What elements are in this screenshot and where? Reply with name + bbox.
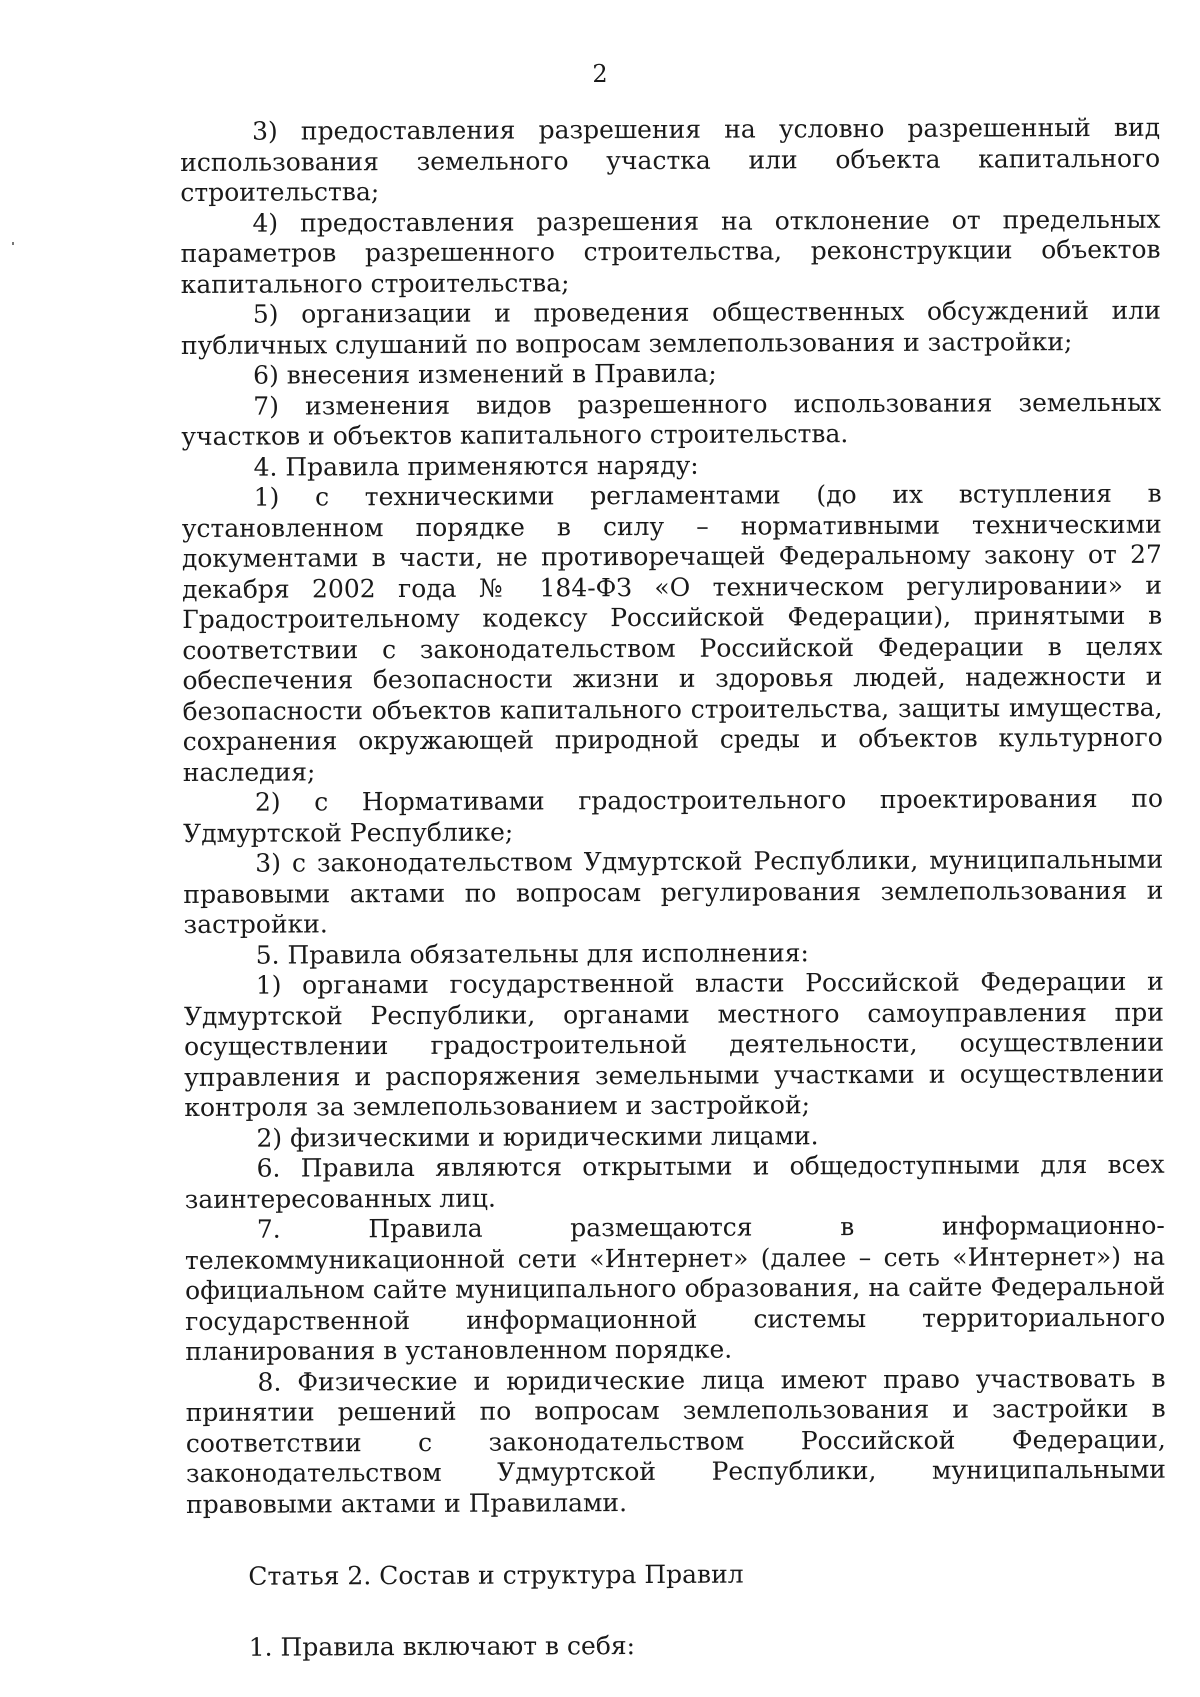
paragraph-clause-4-item-1: 1) с техническими регламентами (до их вступления в установленном порядке в силу – нормативными техническими документами в части, не противоречащей Федеральному закону от 27 декабря 2002 года № 184-ФЗ «О техническом регулировании» и Градостроительному кодексу Российской Федерации), принятыми в соответствии с законодательством Российской Федерации в целях обеспечения безопасности жизни и здоровья людей, надежности и безопасности объектов капитального строительства, защиты имущества, сохранения окружающей природной среды и объектов культурного наследия;: [181, 478, 1163, 787]
paragraph-clause-5-item-2: 2) физическими и юридическими лицами.: [256, 1120, 819, 1153]
paragraph-clause-4-item-3: 3) с законодательством Удмуртской Республики, муниципальными правовыми актами по вопросам регулирования землепользования и застройки.: [183, 844, 1164, 939]
paragraph-item-7: 7) изменения видов разрешенного использования земельных участков и объектов капитального строительства.: [181, 387, 1162, 451]
paragraph-item-3: 3) предоставления разрешения на условно разрешенный вид использования земельного участка или объекта капитального строительства;: [180, 112, 1161, 207]
paragraph-item-6: 6) внесения изменений в Правила;: [253, 358, 717, 390]
paragraph-item-5: 5) организации и проведения общественных обсуждений или публичных слушаний по вопросам землепользования и застройки;: [180, 295, 1161, 360]
paragraph-clause-4: 4. Правила применяются наряду:: [253, 450, 699, 482]
article-heading: Статья 2. Состав и структура Правил: [248, 1559, 744, 1591]
spacer: [186, 1588, 1166, 1632]
paragraph-clause-7: 7. Правила размещаются в информационно-телекоммуникационной сети «Интернет» (далее – сеть «Интернет») на официальном сайте муниципального образования, на сайте Федеральной государственной информационной системы территориального планирования в установленном порядке.: [184, 1210, 1166, 1366]
paragraph-clause-5: 5. Правила обязательны для исполнения:: [255, 937, 809, 970]
paragraph-clause-6: 6. Правила являются открытыми и общедоступными для всех заинтересованных лиц.: [184, 1149, 1165, 1214]
page-number: 2: [592, 60, 608, 88]
paragraph-item-4: 4) предоставления разрешения на отклонение от предельных параметров разрешенного строительства, реконструкции объектов капитального строительства;: [180, 204, 1161, 299]
paragraph-clause-8: 8. Физические и юридические лица имеют право участвовать в принятии решений по вопросам землепользования и застройки в соответствии с законодательством Российской Федерации, законодательством Удмуртской Республики, муниципальными правовыми актами и Правилами.: [185, 1363, 1166, 1519]
article-item-1: 1. Правила включают в себя:: [248, 1630, 636, 1662]
paragraph-clause-4-item-2: 2) с Нормативами градостроительного проектирования по Удмуртской Республике;: [183, 783, 1164, 848]
paragraph-clause-5-item-1: 1) органами государственной власти Российской Федерации и Удмуртской Республики, органами местного самоуправления при осуществлении градостроительной деятельности, осуществлении управления и распоряжения земельными участками и осуществлении контроля за землепользованием и застройкой;: [183, 966, 1165, 1122]
scan-speck: [12, 242, 14, 245]
spacer: [186, 1516, 1166, 1562]
document-body: [180, 113, 1167, 1663]
